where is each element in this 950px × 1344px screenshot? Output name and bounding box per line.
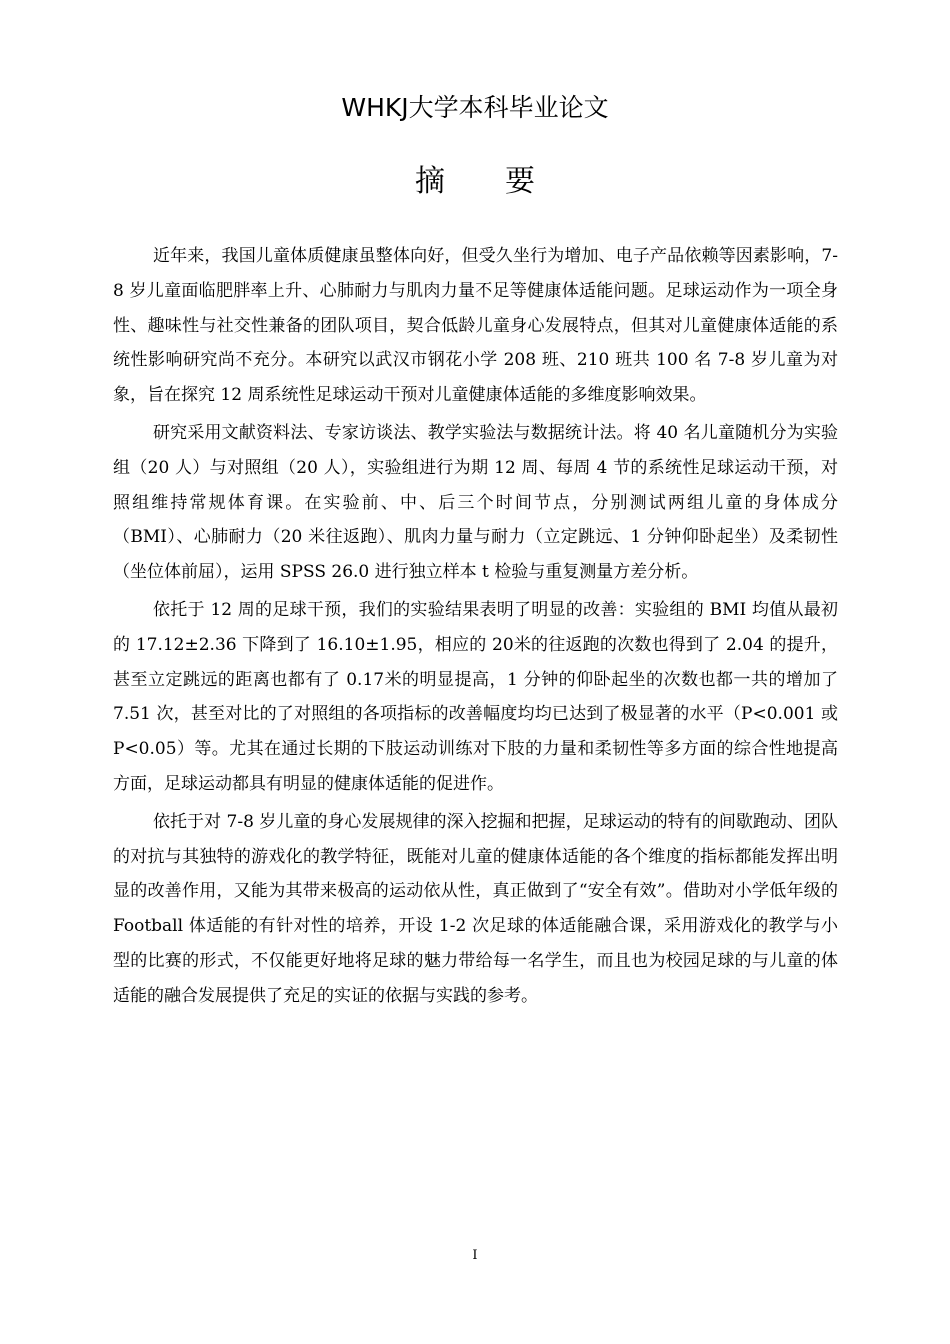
thesis-header-title: WHKJ大学本科毕业论文 [341,93,609,122]
abstract-paragraph-1: 近年来，我国儿童体质健康虽整体向好，但受久坐行为增加、电子产品依赖等因素影响，7-8 岁儿童面临肥胖率上升、心肺耐力与肌肉力量不足等健康体适能问题。足球运动作为一项全身性、趣味性与社交性兼备的团队项目，契合低龄儿童身心发展特点，但其对儿童健康体适能的系统性影响研究尚不充分。本研究以武汉市钢花小学 208 班、210 班共 100 名 7-8 岁儿童为对象，旨在探究 12 周系统性足球运动干预对儿童健康体适能的多维度影响效果。 [113,246,838,406]
abstract-paragraph-3: 依托于 12 周的足球干预，我们的实验结果表明了明显的改善：实验组的 BMI 均值从最初的 17.12±2.36 下降到了 16.10±1.95，相应的 20米的往返跑的次数也得到了 2.04 的提升，甚至立定跳远的距离也都有了 0.17米的明显提高，1 分钟的仰卧起坐的次数也都一共的增加了 7.51 次，甚至对比的了对照组的各项指标的改善幅度均均已达到了极显著的水平（P<0.001 或 P<0.05）等。尤其在通过长期的下肢运动训练对下肢的力量和柔韧性等多方面的综合性地提高方面，足球运动都具有明显的健康体适能的促进作。 [113,599,838,794]
abstract-body [113,239,838,1017]
abstract-paragraph-2: 研究采用文献资料法、专家访谈法、教学实验法与数据统计法。将 40 名儿童随机分为实验组（20 人）与对照组（20 人），实验组进行为期 12 周、每周 4 节的系统性足球运动干预，对照组维持常规体育课。在实验前、中、后三个时间节点，分别测试两组儿童的身体成分（BMI）、心肺耐力（20 米往返跑）、肌肉力量与耐力（立定跳远、1 分钟仰卧起坐）及柔韧性（坐位体前屈），运用 SPSS 26.0 进行独立样本 t 检验与重复测量方差分析。 [113,422,838,583]
page-number: I [472,1248,478,1263]
abstract-heading: 摘要 [415,164,595,199]
abstract-paragraph-4: 依托于对 7-8 岁儿童的身心发展规律的深入挖掘和把握，足球运动的特有的间歇跑动、团队的对抗与其独特的游戏化的教学特征，既能对儿童的健康体适能的各个维度的指标都能发挥出明显的改善作用，又能为其带来极高的运动依从性，真正做到了“安全有效”。借助对小学低年级的 Football 体适能的有针对性的培养，开设 1-2 次足球的体适能融合课，采用游戏化的教学与小型的比赛的形式，不仅能更好地将足球的魅力带给每一名学生，而且也为校园足球的与儿童的体适能的融合发展提供了充足的实证的依据与实践的参考。 [113,811,838,1006]
